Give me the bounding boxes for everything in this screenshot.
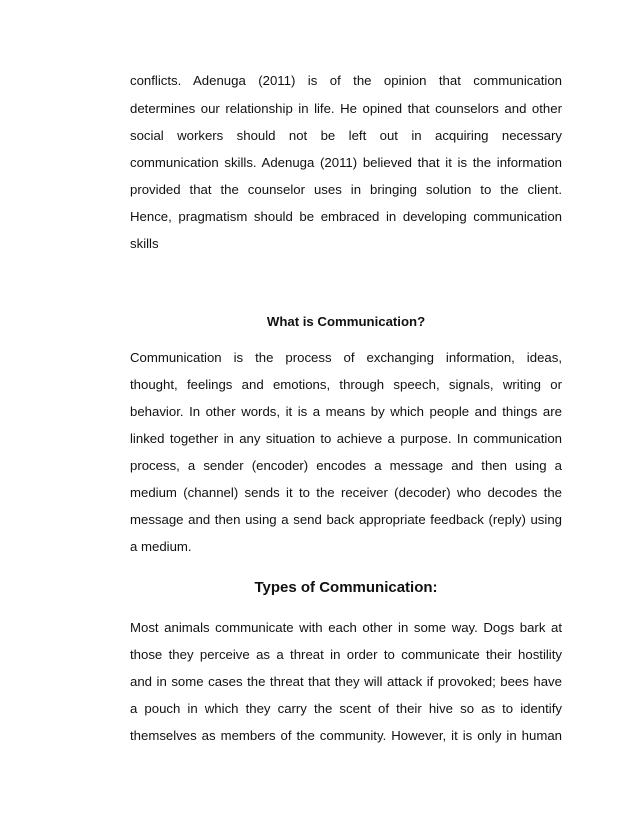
text-line: message and then using a send back appropriate feedback (reply) using [130, 512, 562, 527]
text-line: Hence, pragmatism should be embraced in developing communication [130, 209, 562, 224]
section-heading-what-is-communication: What is Communication? [266, 314, 426, 329]
text-line: Communication is the process of exchanging information, ideas, [130, 350, 562, 365]
text-line: thought, feelings and emotions, through speech, signals, writing or [130, 377, 562, 392]
section-heading-types-of-communication: Types of Communication: [254, 579, 438, 596]
text-line: a pouch in which they carry the scent of their hive so as to identify [130, 701, 562, 716]
text-line: themselves as members of the community. However, it is only in human [130, 728, 562, 743]
text-line: skills [130, 236, 159, 251]
text-line: a medium. [130, 539, 192, 554]
text-line: and in some cases the threat that they will attack if provoked; bees have [130, 674, 562, 689]
text-line: behavior. In other words, it is a means by which people and things are [130, 404, 562, 419]
text-line: medium (channel) sends it to the receiver (decoder) who decodes the [130, 485, 562, 500]
text-line: conflicts. Adenuga (2011) is of the opinion that communication [130, 73, 562, 88]
text-line: Most animals communicate with each other in some way. Dogs bark at [130, 620, 562, 635]
text-line: provided that the counselor uses in bringing solution to the client. [130, 182, 562, 197]
text-line: linked together in any situation to achieve a purpose. In communication [130, 431, 562, 446]
text-line: process, a sender (encoder) encodes a message and then using a [130, 458, 562, 473]
text-line: communication skills. Adenuga (2011) believed that it is the information [130, 155, 562, 170]
text-line: social workers should not be left out in acquiring necessary [130, 128, 562, 143]
text-line: those they perceive as a threat in order to communicate their hostility [130, 647, 562, 662]
text-line: determines our relationship in life. He opined that counselors and other [130, 101, 562, 116]
